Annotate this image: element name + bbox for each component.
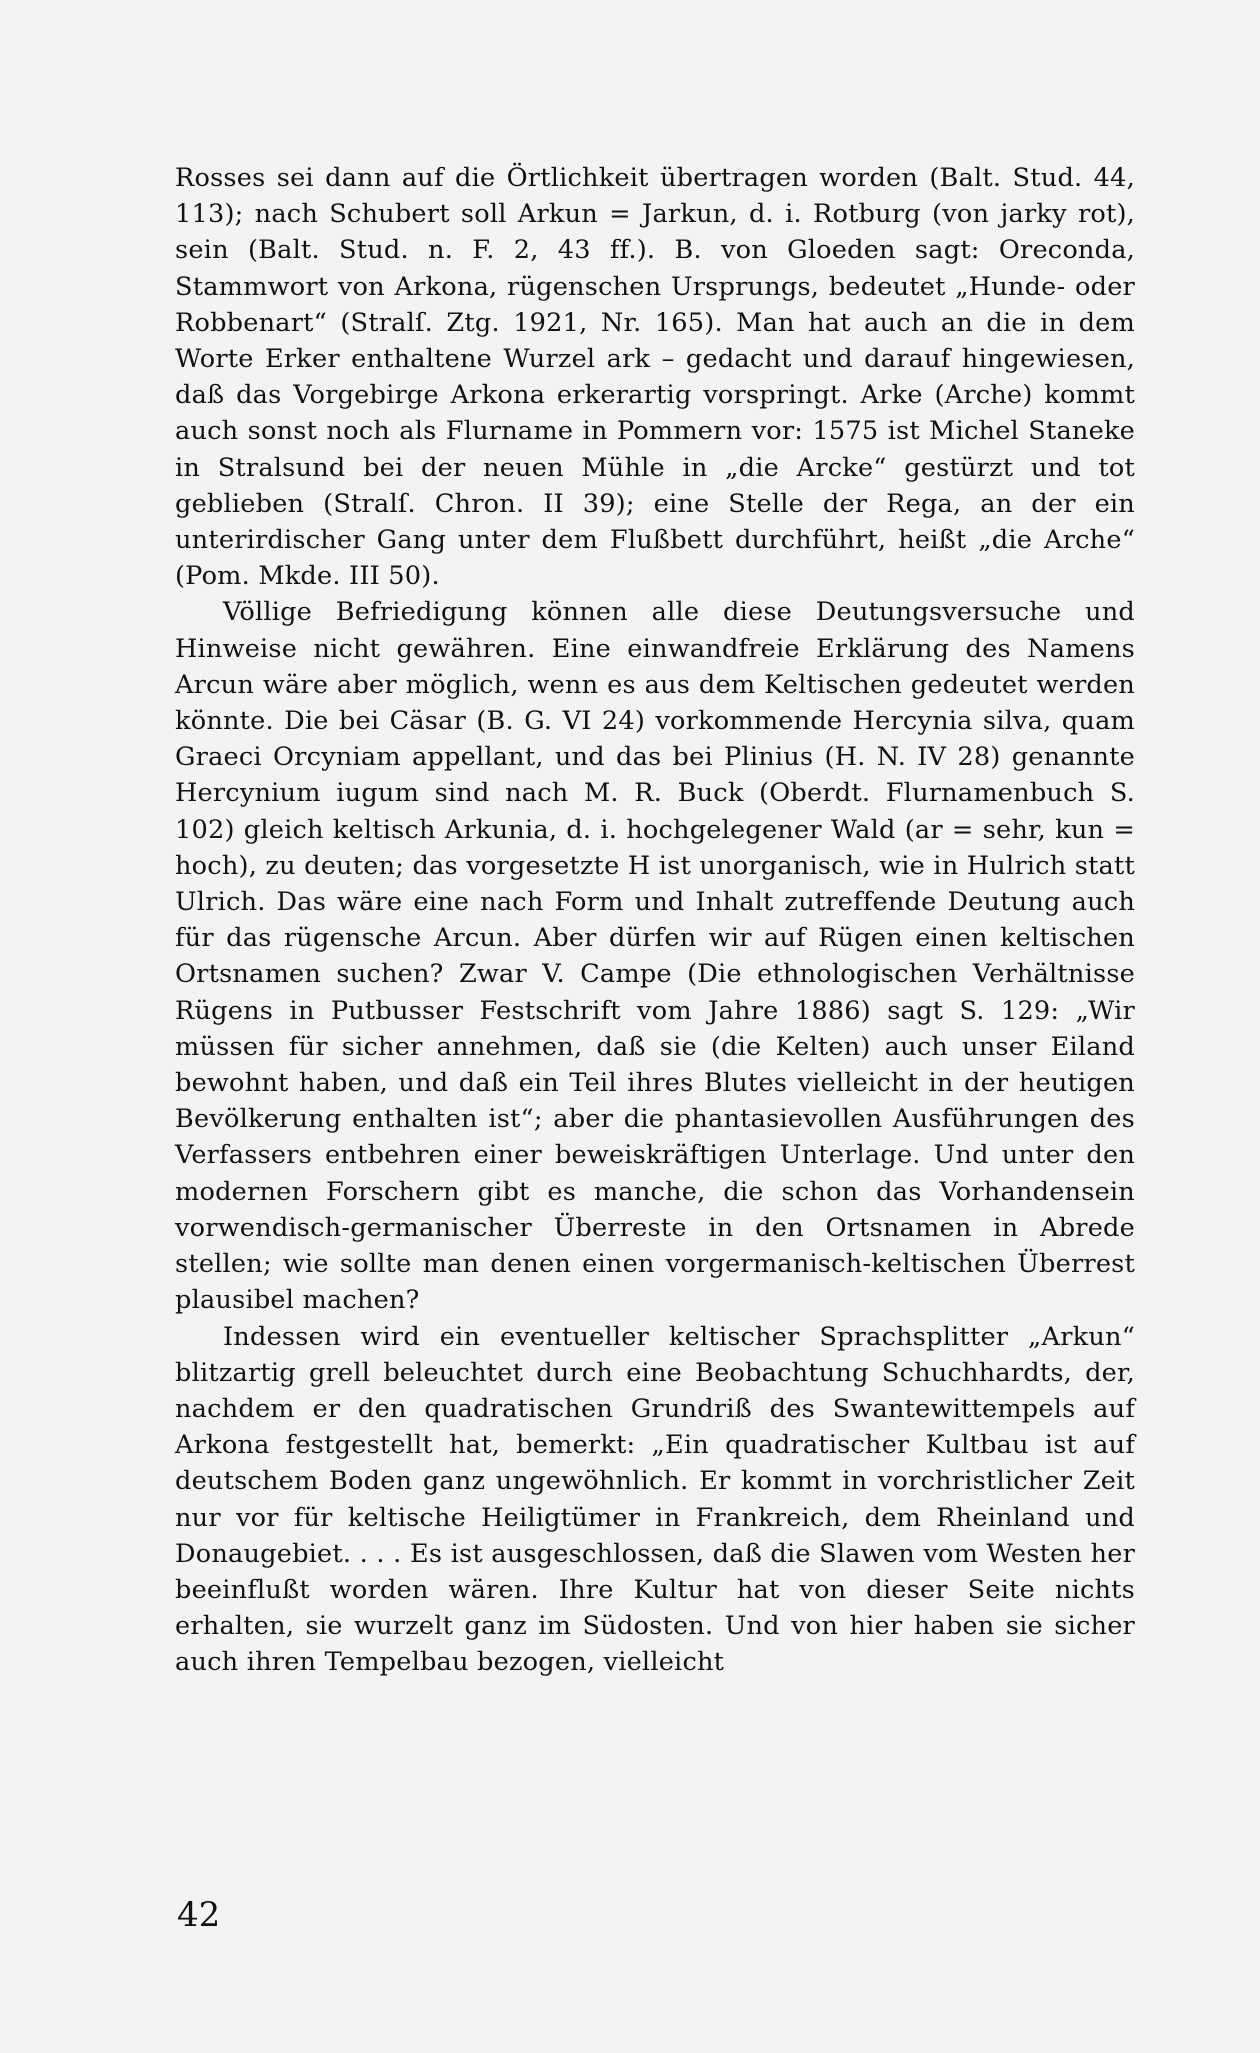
paragraph-3: Indessen wird ein eventueller keltischer Sprachsplitter „Arkun“ blitzartig grell beleuchtet durch eine Beobachtung Schuchhardts, der, nachdem er den quadratischen Grundriß des Swantewittempels auf Arkona festgestellt hat, bemerkt: „Ein quadratischer Kultbau ist auf deutschem Boden ganz ungewöhnlich. Er kommt in vorchristlicher Zeit nur vor für keltische Heiligtümer in Frankreich, dem Rheinland und Donaugebiet. . . . Es ist ausgeschlossen, daß die Slawen vom Westen her beeinflußt worden wären. Ihre Kultur hat von dieser Seite nichts erhalten, sie wurzelt ganz im Südosten. Und von hier haben sie sicher auch ihren Tempelbau bezogen, vielleicht bbox=[175, 1321, 1135, 1678]
paragraph-1: Rosses sei dann auf die Örtlichkeit übertragen worden (Balt. Stud. 44, 113); nach Schubert soll Arkun = Jarkun, d. i. Rotburg (von jarky rot), sein (Balt. Stud. n. F. 2, 43 ff.). B. von Gloeden sagt: Oreconda, Stammwort von Arkona, rügenschen Ursprungs, bedeutet „Hunde- oder Robbenart“ (Stralſ. Ztg. 1921, Nr. 165). Man hat auch an die in dem Worte Erker enthaltene Wurzel ark – gedacht und darauf hingewiesen, daß das Vorgebirge Arkona erkerartig vorspringt. Arke (Arche) kommt auch sonst noch als Flurname in Pommern vor: 1575 ist Michel Staneke in Stralsund bei der neuen Mühle in „die Arcke“ gestürzt und tot geblieben (Stralſ. Chron. II 39); eine Stelle der Rega, an der ein unterirdischer Gang unter dem Flußbett durchführt, heißt „die Arche“ (Pom. Mkde. III 50). bbox=[175, 163, 1135, 592]
body-text bbox=[175, 160, 1135, 1681]
paragraph-2: Völlige Befriedigung können alle diese Deutungsversuche und Hinweise nicht gewähren. Eine einwandfreie Erklärung des Namens Arcun wäre aber möglich, wenn es aus dem Keltischen gedeutet werden könnte. Die bei Cäsar (B. G. VI 24) vorkommende Hercynia silva, quam Graeci Orcyniam appellant, und das bei Plinius (H. N. IV 28) genannte Hercynium iugum sind nach M. R. Buck (Oberdt. Flurnamenbuch S. 102) gleich keltisch Arkunia, d. i. hochgelegener Wald (ar = sehr, kun = hoch), zu deuten; das vorgesetzte H ist unorganisch, wie in Hulrich statt Ulrich. Das wäre eine nach Form und Inhalt zutreffende Deutung auch für das rügensche Arcun. Aber dürfen wir auf Rügen einen keltischen Ortsnamen suchen? Zwar V. Campe (Die ethnologischen Verhältnisse Rügens in Putbusser Festschrift vom Jahre 1886) sagt S. 129: „Wir müssen für sicher annehmen, daß sie (die Kelten) auch unser Eiland bewohnt haben, und daß ein Teil ihres Blutes vielleicht in der heutigen Bevölkerung enthalten ist“; aber die phantasievollen Ausführungen des Verfassers entbehren einer beweiskräftigen Unterlage. Und unter den modernen Forschern gibt es manche, die schon das Vorhandensein vorwendisch-germanischer Überreste in den Ortsnamen in Abrede stellen; wie sollte man denen einen vorgermanisch-keltischen Überrest plausibel machen? bbox=[175, 597, 1135, 1316]
page-number: 42 bbox=[177, 1895, 221, 1935]
